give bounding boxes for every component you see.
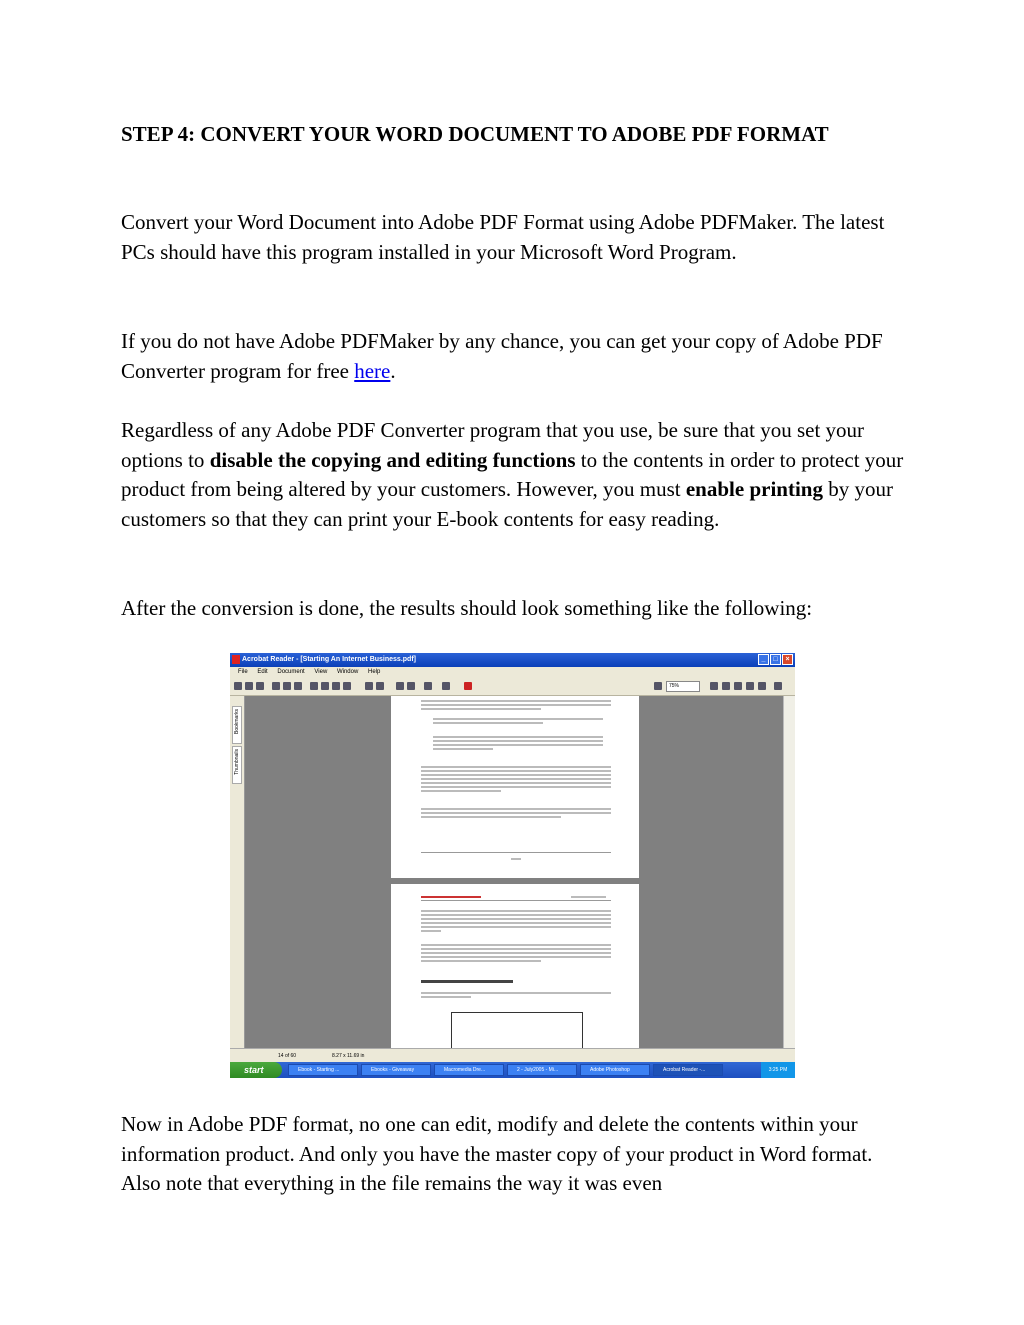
rotate-icon[interactable] — [758, 682, 766, 690]
prev-page-icon[interactable] — [321, 682, 329, 690]
acrobat-statusbar — [230, 1048, 795, 1063]
open-icon[interactable] — [234, 682, 242, 690]
menu-edit[interactable]: Edit — [257, 669, 268, 675]
bookmarks-tab[interactable] — [232, 706, 242, 744]
next-page-icon[interactable] — [332, 682, 340, 690]
task-acrobat-reader[interactable]: Acrobat Reader -... — [653, 1064, 723, 1076]
acrobat-titlebar — [230, 653, 795, 667]
zoom-field[interactable]: 75% — [666, 681, 700, 692]
paragraph-pdfmaker — [121, 327, 911, 386]
fit-width-icon[interactable] — [746, 682, 754, 690]
help-icon[interactable] — [774, 682, 782, 690]
acrobat-window-title: Acrobat Reader - [Starting An Internet Business.pdf] — [242, 656, 416, 663]
hand-icon[interactable] — [283, 682, 291, 690]
zoom-in-icon[interactable] — [710, 682, 718, 690]
zoom-tool-icon[interactable] — [407, 682, 415, 690]
system-clock: 3:25 PM — [761, 1062, 795, 1078]
acrobat-screenshot — [230, 653, 795, 1078]
menu-help[interactable]: Help — [367, 669, 381, 675]
thumbnails-tab-label: Thumbnails — [234, 749, 240, 775]
here-link[interactable]: here — [354, 358, 391, 383]
menu-file[interactable]: File — [238, 669, 248, 675]
window-controls — [758, 654, 793, 665]
fit-page-icon[interactable] — [734, 682, 742, 690]
options-text-e: by your customers so that they can print your E-book contents for easy reading. — [121, 477, 893, 531]
graphics-select-icon[interactable] — [442, 682, 450, 690]
menu-document[interactable]: Document — [277, 669, 305, 675]
paragraph-intro: Convert your Word Document into Adobe PDF Format using Adobe PDFMaker. The latest PCs should have this program installed in your Microsoft Word Program. — [121, 210, 885, 264]
task-ebooks-giveaway[interactable]: Ebooks - Giveaway — [361, 1064, 431, 1076]
save-icon[interactable] — [245, 682, 253, 690]
options-bold-enable: enable printing — [685, 477, 823, 502]
adobe-logo-icon[interactable] — [464, 682, 472, 690]
paragraph-pdfmaker-text: If you do not have Adobe PDFMaker by any chance, you can get your copy of Adobe PDF Converter program for free — [121, 329, 883, 383]
options-text-a: Regardless of any Adobe PDF Converter program that you use, be sure that you set your options to — [121, 418, 865, 472]
task-macromedia[interactable]: Macromedia Dre... — [434, 1064, 504, 1076]
minimize-icon[interactable]: _ — [758, 654, 769, 665]
maximize-icon[interactable]: □ — [770, 654, 781, 665]
options-text-c: to the contents in order to protect your product from being altered by your customers. However, you must — [121, 447, 904, 502]
options-bold-disable: disable the copying and editing functions — [209, 447, 576, 472]
task-ebook-starting[interactable]: Ebook - Starting ... — [288, 1064, 358, 1076]
first-page-icon[interactable] — [310, 682, 318, 690]
vertical-scrollbar[interactable] — [783, 696, 795, 1048]
close-icon[interactable]: × — [782, 654, 793, 665]
paragraph-conversion: After the conversion is done, the results should look something like the following: — [121, 596, 813, 620]
windows-taskbar — [230, 1062, 795, 1078]
actual-size-icon[interactable] — [722, 682, 730, 690]
navigation-pane-tabs — [230, 696, 245, 1048]
find-icon[interactable] — [272, 682, 280, 690]
task-photoshop[interactable]: Adobe Photoshop — [580, 1064, 650, 1076]
start-button[interactable]: start — [230, 1062, 282, 1078]
menu-window[interactable]: Window — [336, 669, 359, 675]
paragraph-pdf-format: Now in Adobe PDF format, no one can edit, modify and delete the contents within your information product. And only you have the master copy of your product in Word format. Also note that everything in the file remains the way it was even — [121, 1112, 873, 1196]
thumbnails-tab[interactable] — [232, 746, 242, 784]
page-title: STEP 4: CONVERT YOUR WORD DOCUMENT TO ADOBE PDF FORMAT — [121, 122, 829, 146]
bookmarks-tab-label: Bookmarks — [234, 709, 240, 735]
document-view[interactable] — [245, 696, 783, 1048]
pdf-page-upper — [391, 696, 639, 878]
address-box — [451, 1012, 583, 1048]
page-count: 14 of 60 — [278, 1053, 297, 1059]
acrobat-menubar — [230, 667, 795, 678]
select-icon[interactable] — [294, 682, 302, 690]
acrobat-app-icon — [232, 655, 240, 664]
paragraph-pdfmaker-end: . — [390, 358, 396, 383]
text-select-icon[interactable] — [424, 682, 432, 690]
hand-tool-icon[interactable] — [396, 682, 404, 690]
pdf-page-lower — [391, 884, 639, 1048]
print-icon[interactable] — [256, 682, 264, 690]
paragraph-options — [121, 416, 911, 534]
menu-view[interactable]: View — [314, 669, 328, 675]
page-size: 8.27 x 11.69 in — [332, 1053, 365, 1059]
task-july2005[interactable]: 2 - July2005 - Mi... — [507, 1064, 577, 1076]
zoom-out-icon[interactable] — [654, 682, 662, 690]
acrobat-toolbar — [230, 678, 795, 696]
back-icon[interactable] — [365, 682, 373, 690]
last-page-icon[interactable] — [343, 682, 351, 690]
forward-icon[interactable] — [376, 682, 384, 690]
